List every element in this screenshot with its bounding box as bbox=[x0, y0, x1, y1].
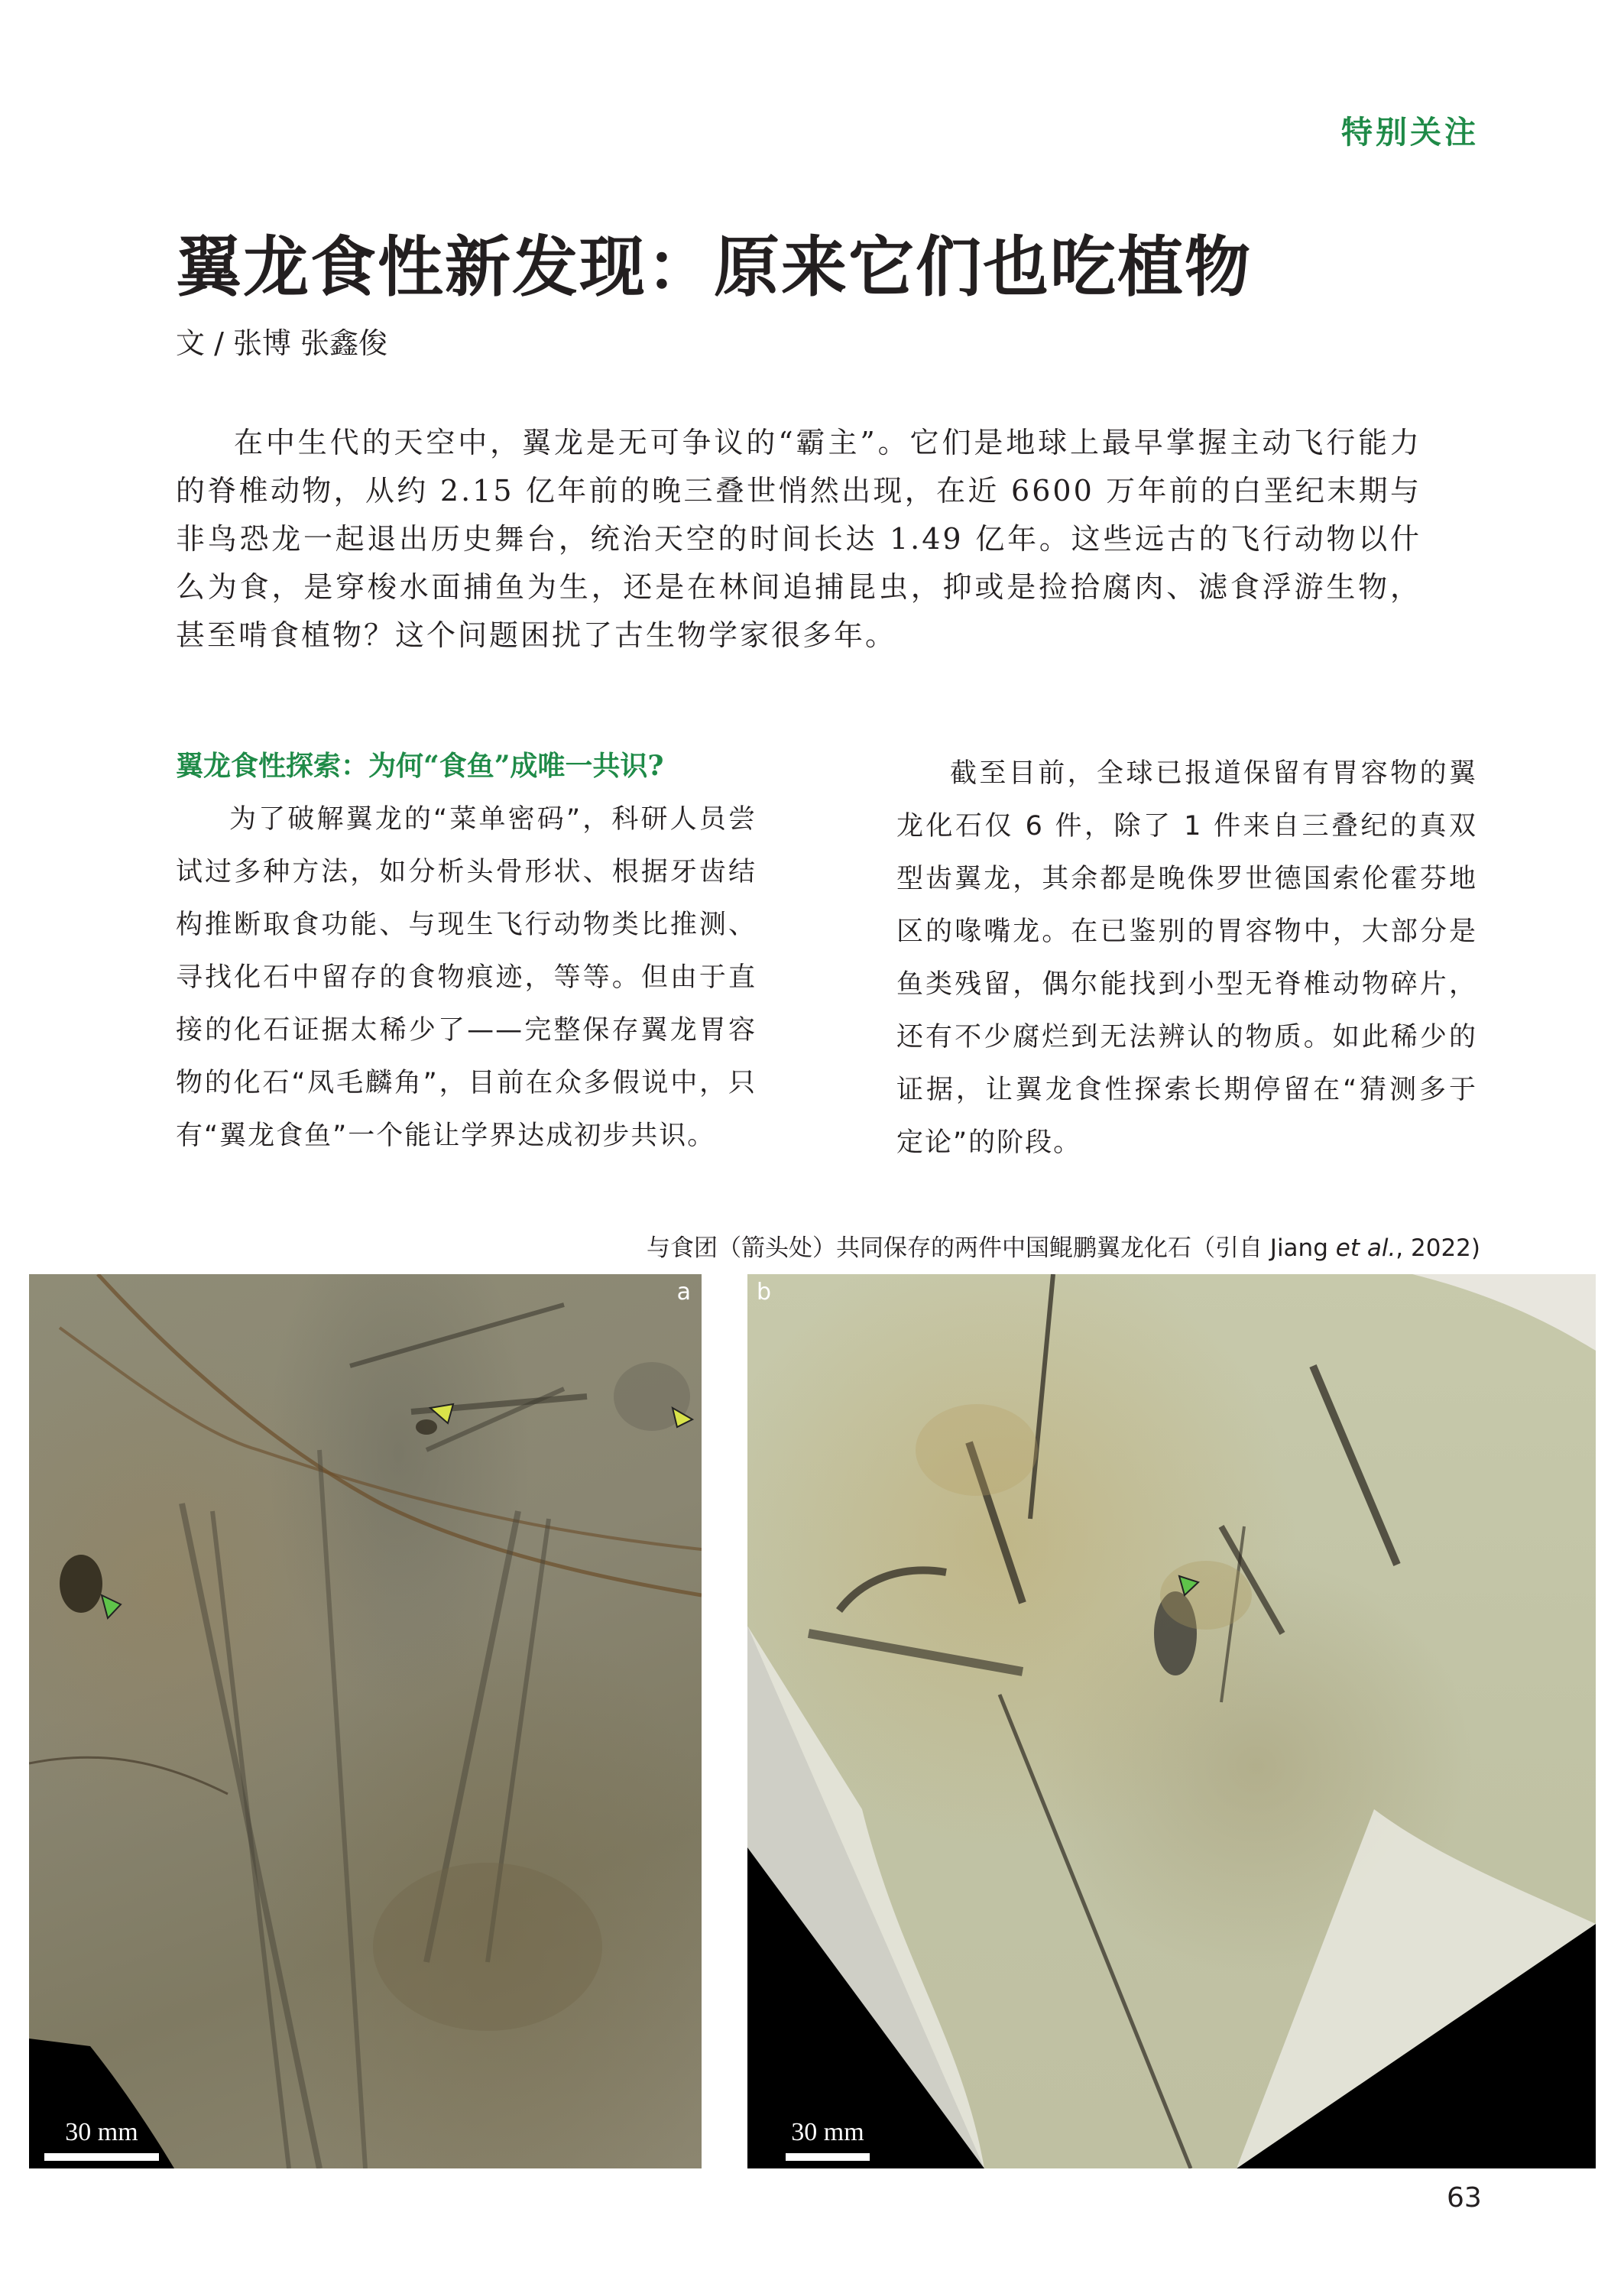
caption-end: , 2022) bbox=[1395, 1234, 1480, 1262]
fossil-photo-b bbox=[747, 1274, 1596, 2168]
scale-label: 30 mm bbox=[791, 2118, 864, 2146]
body-paragraph: 为了破解翼龙的“菜单密码”，科研人员尝试过多种方法，如分析头骨形状、根据牙齿结构推断取食功能、与现生飞行动物类比推测、寻找化石中留存的食物痕迹，等等。但由于直接的化石证据太稀少了——完整保存翼龙胃容物的化石“凤毛麟角”，目前在众多假说中，只有“翼龙食鱼”一个能让学界达成初步共识。 bbox=[176, 804, 757, 1151]
section-tag: 特别关注 bbox=[1341, 114, 1479, 151]
right-column bbox=[896, 748, 1477, 1169]
caption-italic: et al. bbox=[1335, 1234, 1396, 1262]
scale-bar-a bbox=[44, 2118, 159, 2161]
left-column bbox=[176, 748, 757, 1163]
intro-paragraph: 在中生代的天空中，翼龙是无可争议的“霸主”。它们是地球上最早掌握主动飞行能力的脊椎动物，从约 2.15 亿年前的晚三叠世悄然出现，在近 6600 万年前的白垩纪末期与非鸟恐龙一起退出历史舞台，统治天空的时间长达 1.49 亿年。这些远古的飞行动物以什么为食，是穿梭水面捕鱼为生，还是在林间追捕昆虫，抑或是捡拾腐肉、滤食浮游生物，甚至啃食植物？这个问题困扰了古生物学家很多年。 bbox=[176, 426, 1421, 652]
scale-bar-line bbox=[786, 2153, 870, 2161]
panel-label-b: b bbox=[757, 1279, 772, 1306]
panel-label-a: a bbox=[676, 1279, 691, 1306]
section-heading: 翼龙食性探索：为何“食鱼”成唯一共识? bbox=[176, 750, 664, 782]
byline: 文 / 张博 张鑫俊 bbox=[176, 326, 388, 360]
fossil-illustration-a bbox=[29, 1274, 702, 2168]
figure-caption bbox=[647, 1228, 1480, 1263]
scale-label: 30 mm bbox=[65, 2118, 138, 2146]
article-title: 翼龙食性新发现：原来它们也吃植物 bbox=[176, 229, 1252, 306]
page-number: 63 bbox=[1447, 2182, 1482, 2214]
caption-text: 与食团（箭头处）共同保存的两件中国鲲鹏翼龙化石（引自 Jiang bbox=[646, 1234, 1336, 1262]
fossil-photo-a bbox=[29, 1274, 702, 2168]
fossil-illustration-b bbox=[747, 1274, 1596, 2168]
scale-bar-b bbox=[786, 2118, 870, 2161]
scale-bar-line bbox=[44, 2153, 159, 2161]
body-paragraph: 截至目前，全球已报道保留有胃容物的翼龙化石仅 6 件，除了 1 件来自三叠纪的真双型齿翼龙，其余都是晚侏罗世德国索伦霍芬地区的喙嘴龙。在已鉴别的胃容物中，大部分是鱼类残留，偶尔能找到小型无脊椎动物碎片，还有不少腐烂到无法辨认的物质。如此稀少的证据，让翼龙食性探索长期停留在“猜测多于定论”的阶段。 bbox=[896, 758, 1477, 1158]
